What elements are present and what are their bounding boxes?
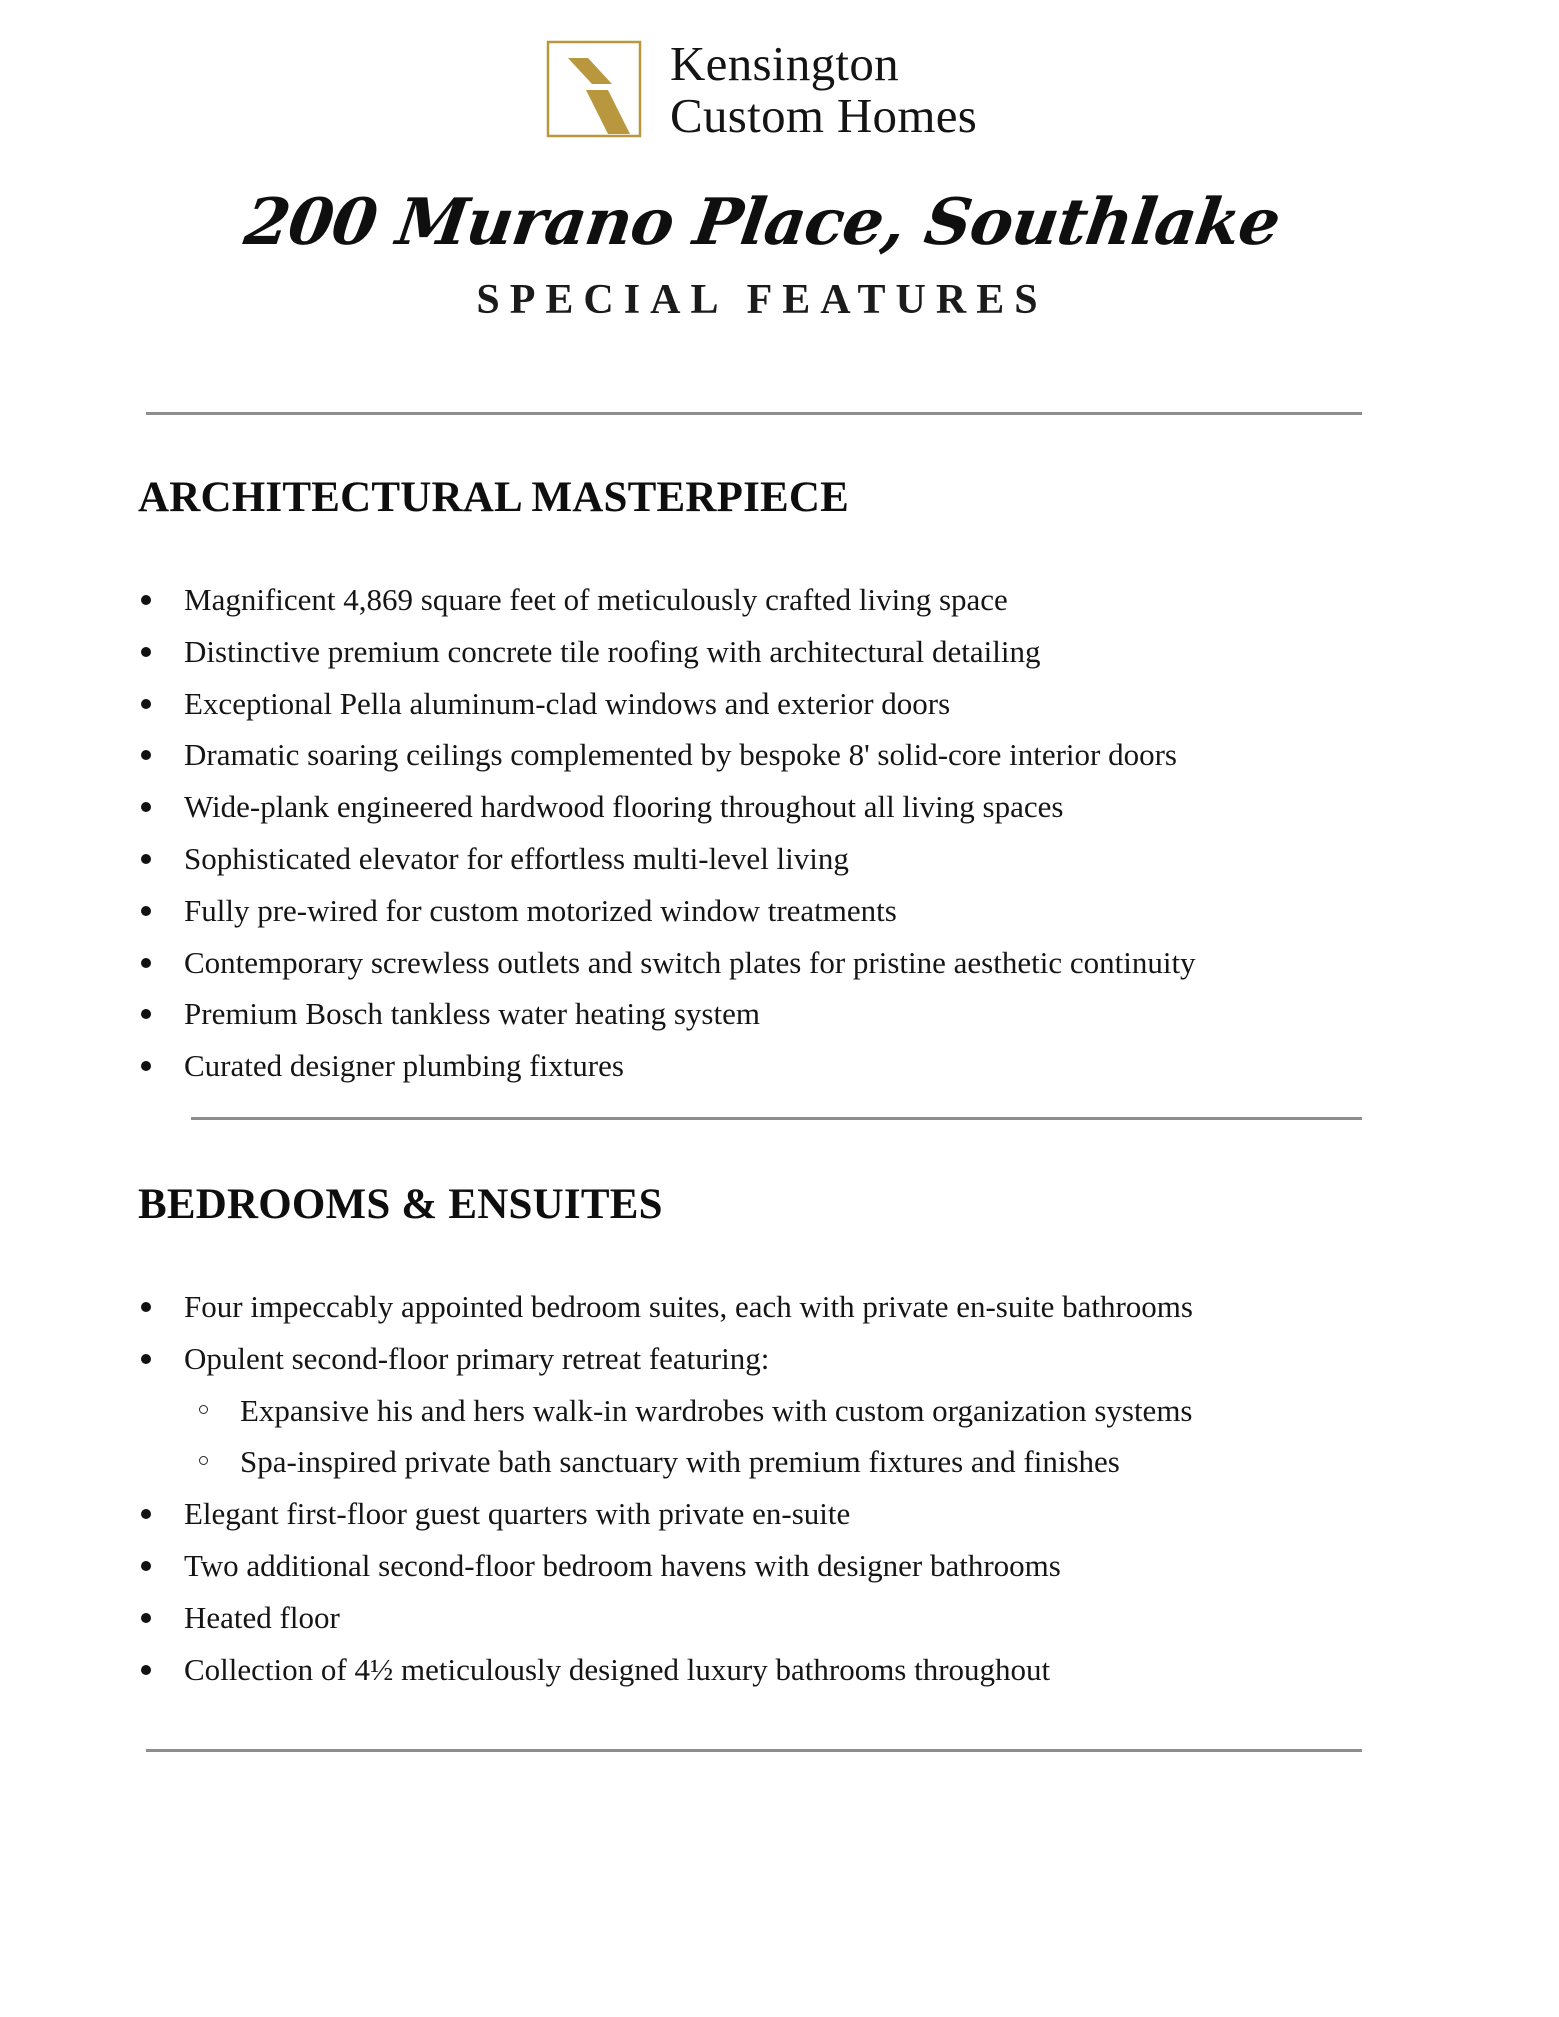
bullet-icon: [141, 958, 151, 968]
list-item: [138, 1540, 1438, 1592]
bullet-icon: [141, 647, 151, 657]
hollow-bullet-icon: [199, 1405, 208, 1414]
list-item: [138, 729, 1438, 781]
section-bedrooms-ensuites: [138, 1177, 1438, 1695]
list-item-text: Contemporary screwless outlets and switch plates for pristine aesthetic continuity: [184, 944, 1196, 980]
bullet-icon: [141, 802, 151, 812]
section-architectural-masterpiece: [138, 470, 1438, 1092]
list-item-text: Four impeccably appointed bedroom suites, each with private en-suite bathrooms: [184, 1289, 1193, 1324]
list-item: [138, 1040, 1438, 1092]
section-heading: BEDROOMS & ENSUITES: [138, 1181, 663, 1228]
list-item: [138, 1281, 1438, 1333]
list-item: [138, 1592, 1438, 1644]
sub-feature-list: [138, 1385, 1438, 1489]
divider-top: [146, 412, 1362, 415]
list-item-text: Two additional second-floor bedroom havens with designer bathrooms: [184, 1547, 1061, 1583]
list-item: [138, 574, 1438, 626]
sub-list-item-text: Spa-inspired private bath sanctuary with premium fixtures and finishes: [240, 1444, 1120, 1480]
brand-name-line-1: Kensington: [670, 36, 899, 91]
list-item-text: Curated designer plumbing fixtures: [184, 1048, 624, 1084]
list-item-text: Collection of 4½ meticulously designed luxury bathrooms throughout: [184, 1651, 1051, 1687]
list-item-text: Wide-plank engineered hardwood flooring throughout all living spaces: [184, 789, 1064, 825]
sub-list-item-text: Expansive his and hers walk-in wardrobes with custom organization systems: [240, 1392, 1193, 1428]
brand-name-line-2: Custom Homes: [670, 88, 978, 143]
list-item-text: Premium Bosch tankless water heating system: [184, 996, 760, 1032]
divider-middle: [191, 1117, 1362, 1120]
brand-name: [670, 38, 977, 142]
bullet-icon: [141, 1009, 151, 1019]
bullet-icon: [141, 699, 151, 709]
list-item-text: Magnificent 4,869 square feet of meticulously crafted living space: [184, 582, 1008, 617]
bullet-icon: [141, 1613, 151, 1623]
sub-list-item: [138, 1436, 1438, 1488]
sub-list-item: [138, 1385, 1438, 1437]
feature-list: [138, 1281, 1438, 1385]
feature-list-continued: [138, 1488, 1438, 1695]
bullet-icon: [141, 1665, 151, 1675]
brand-header: [546, 36, 978, 143]
bullet-icon: [141, 1302, 151, 1312]
list-item: [138, 678, 1438, 730]
bullet-icon: [141, 1061, 151, 1071]
bullet-icon: [141, 854, 151, 864]
list-item: [138, 988, 1438, 1040]
list-item-text: Distinctive premium concrete tile roofing with architectural detailing: [184, 633, 1041, 669]
section-heading: ARCHITECTURAL MASTERPIECE: [138, 474, 850, 521]
bullet-icon: [141, 595, 151, 605]
list-item: [138, 1333, 1438, 1385]
list-item-text: Dramatic soaring ceilings complemented by bespoke 8' solid-core interior doors: [184, 737, 1177, 773]
hollow-bullet-icon: [199, 1456, 208, 1465]
list-item: [138, 1488, 1438, 1540]
list-item-text: Opulent second-floor primary retreat featuring:: [184, 1340, 770, 1376]
list-item-text: Heated floor: [184, 1599, 340, 1635]
list-item-text: Exceptional Pella aluminum-clad windows and exterior doors: [184, 685, 951, 721]
divider-bottom: [146, 1749, 1362, 1752]
list-item-text: Fully pre-wired for custom motorized window treatments: [184, 892, 897, 928]
list-item: [138, 885, 1438, 937]
bullet-icon: [141, 1561, 151, 1571]
page-subtitle: SPECIAL FEATURES: [476, 277, 1048, 323]
bullet-icon: [141, 1509, 151, 1519]
property-title: 200 Murano Place, Southlake: [240, 185, 1285, 260]
bullet-icon: [141, 906, 151, 916]
list-item-text: Elegant first-floor guest quarters with private en-suite: [184, 1496, 851, 1532]
list-item: [138, 833, 1438, 885]
bullet-icon: [141, 750, 151, 760]
kensington-logo-icon: [546, 40, 642, 138]
list-item: [138, 1644, 1438, 1696]
bullet-icon: [141, 1354, 151, 1364]
list-item: [138, 626, 1438, 678]
feature-list: [138, 574, 1438, 1092]
list-item: [138, 937, 1438, 989]
list-item: [138, 781, 1438, 833]
list-item-text: Sophisticated elevator for effortless multi-level living: [184, 840, 849, 876]
